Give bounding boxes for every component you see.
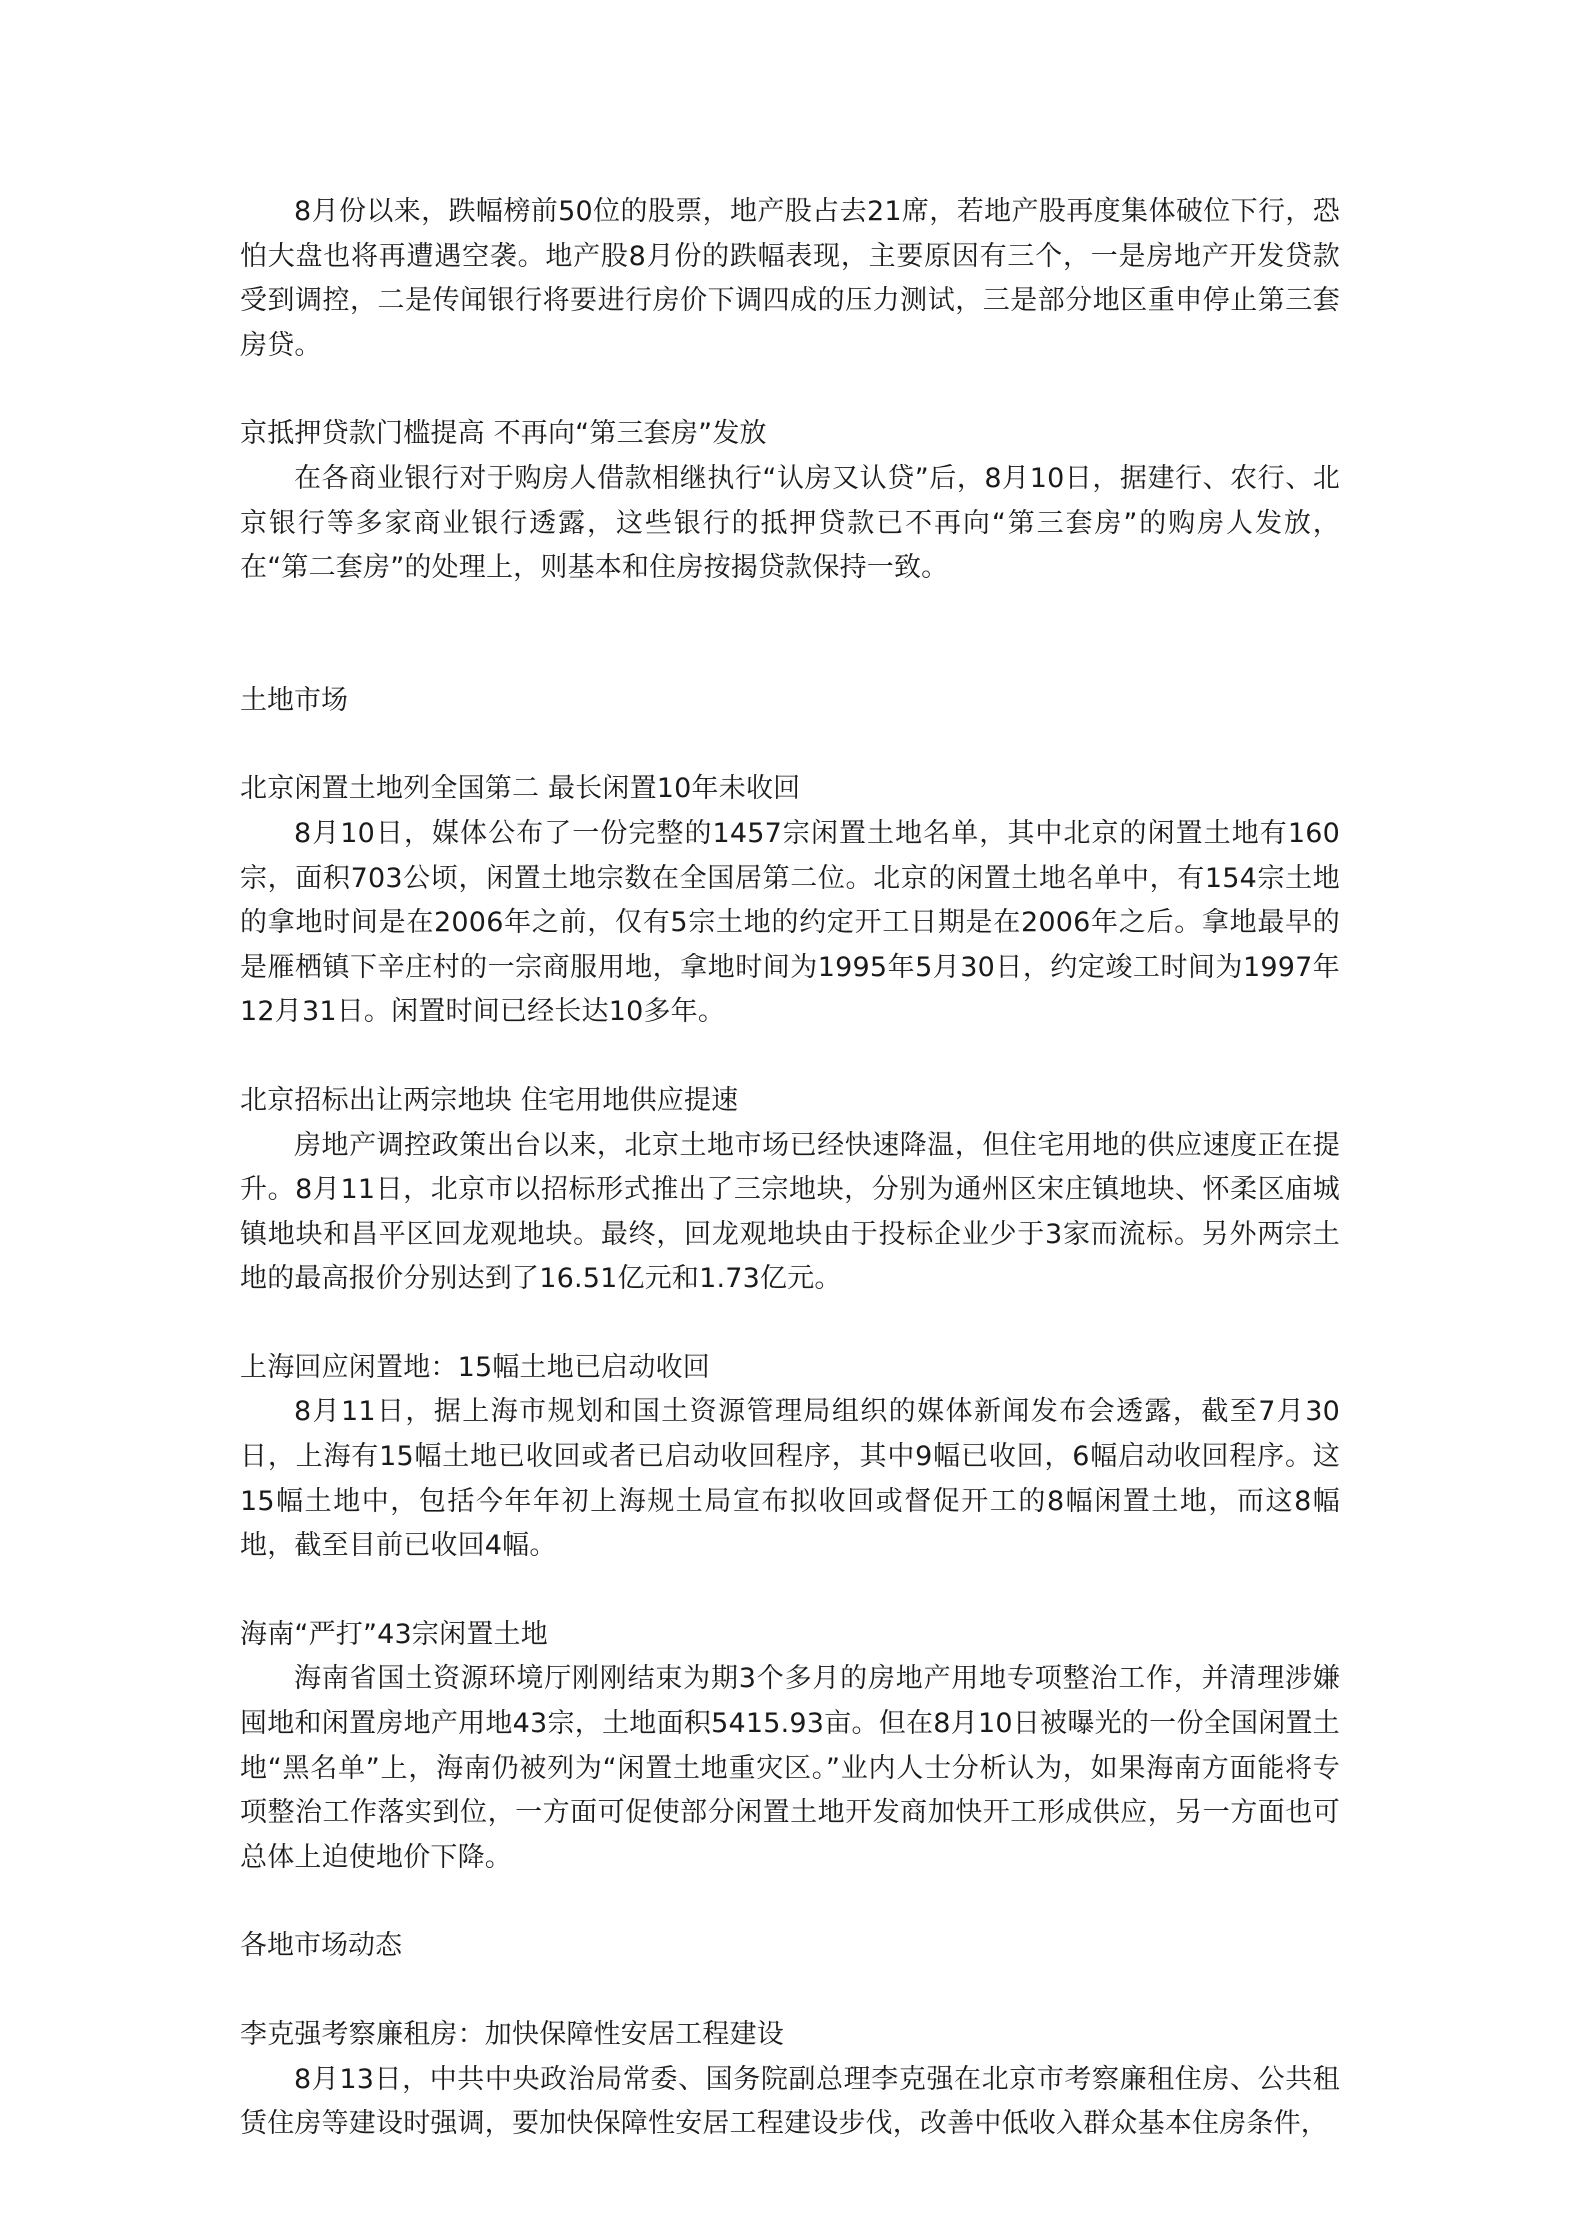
paragraph-hainan-crackdown: 海南省国土资源环境厅刚刚结束为期3个多月的房地产用地专项整治工作，并清理涉嫌囤地和闲置房地产用地43宗，土地面积5415.93亩。但在8月10日被曝光的一份全国闲置土地“黑名单”上，海南仍被列为“闲置土地重灾区。”业内人士分析认为，如果海南方面能将专项整治工作落实到位，一方面可促使部分闲置土地开发商加快开工形成供应，另一方面也可总体上迫使地价下降。 — [240, 1663, 1340, 1873]
headline-li-keqiang: 李克强考察廉租房：加快保障性安居工程建设 — [240, 2019, 784, 2050]
headline-beijing-tender: 北京招标出让两宗地块 住宅用地供应提速 — [240, 1084, 739, 1116]
paragraph-beijing-idle-land: 8月10日，媒体公布了一份完整的1457宗闲置土地名单，其中北京的闲置土地有160宗，面积703公顷，闲置土地宗数在全国居第二位。北京的闲置土地名单中，有154宗土地的拿地时间是在2006年之前，仅有5宗土地的约定开工日期是在2006年之后。拿地最早的是雁栖镇下辛庄村的一宗商服用地，拿地时间为1995年5月30日，约定竣工时间为1997年12月31日。闲置时间已经长达10多年。 — [240, 817, 1340, 1028]
headline-hainan-crackdown: 海南“严打”43宗闲置土地 — [240, 1618, 548, 1650]
headline-shanghai-idle-land: 上海回应闲置地：15幅土地已启动收回 — [240, 1351, 710, 1383]
section-title-local-markets: 各地市场动态 — [240, 1930, 402, 1962]
paragraph-beijing-tender: 房地产调控政策出台以来，北京土地市场已经快速降温，但住宅用地的供应速度正在提升。8月11日，北京市以招标形式推出了三宗地块，分别为通州区宋庄镇地块、怀柔区庙城镇地块和昌平区回龙观地块。最终，回龙观地块由于投标企业少于3家而流标。另外两宗土地的最高报价分别达到了16.51亿元和1.73亿元。 — [240, 1129, 1340, 1295]
paragraph-stock-decline: 8月份以来，跌幅榜前50位的股票，地产股占去21席，若地产股再度集体破位下行，恐怕大盘也将再遭遇空袭。地产股8月份的跌幅表现，主要原因有三个，一是房地产开发贷款受到调控，二是传闻银行将要进行房价下调四成的压力测试，三是部分地区重申停止第三套房贷。 — [240, 196, 1340, 361]
section-title-land-market: 土地市场 — [240, 684, 348, 716]
headline-beijing-mortgage: 京抵押贷款门槛提高 不再向“第三套房”发放 — [240, 418, 767, 450]
paragraph-li-keqiang: 8月13日，中共中央政治局常委、国务院副总理李克强在北京市考察廉租住房、公共租赁住房等建设时强调，要加快保障性安居工程建设步伐，改善中低收入群众基本住房条件， — [240, 2063, 1340, 2140]
paragraph-beijing-mortgage: 在各商业银行对于购房人借款相继执行“认房又认贷”后，8月10日，据建行、农行、北京银行等多家商业银行透露，这些银行的抵押贷款已不再向“第三套房”的购房人发放，在“第二套房”的处理上，则基本和住房按揭贷款保持一致。 — [240, 462, 1340, 584]
paragraph-shanghai-idle-land: 8月11日，据上海市规划和国土资源管理局组织的媒体新闻发布会透露，截至7月30日，上海有15幅土地已收回或者已启动收回程序，其中9幅已收回，6幅启动收回程序。这15幅土地中，包括今年年初上海规土局宣布拟收回或督促开工的8幅闲置土地，而这8幅地，截至目前已收回4幅。 — [240, 1396, 1340, 1562]
document-page — [240, 190, 1340, 2147]
headline-beijing-idle-land: 北京闲置土地列全国第二 最长闲置10年未收回 — [240, 773, 801, 805]
